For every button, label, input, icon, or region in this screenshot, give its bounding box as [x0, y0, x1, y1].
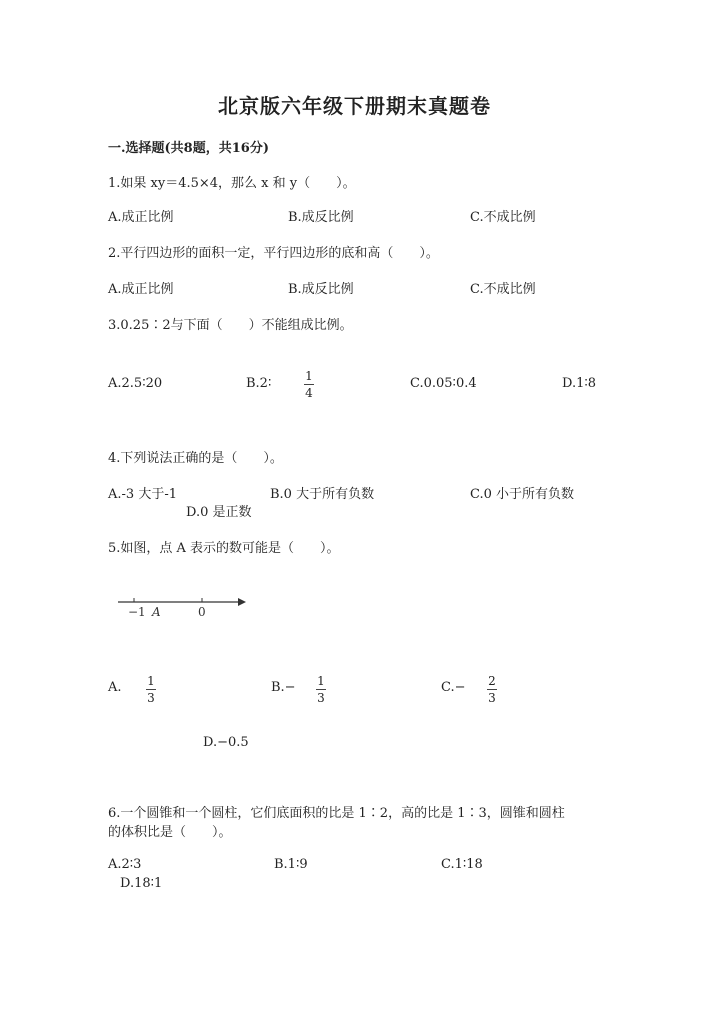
fraction-denominator: 3 — [147, 691, 155, 705]
question-4-option-b[interactable]: B.0 大于所有负数 — [270, 487, 375, 502]
question-6-option-b[interactable]: B.1∶9 — [274, 857, 308, 872]
question-1-option-b[interactable]: B.成反比例 — [288, 210, 354, 225]
number-line-arrowhead — [238, 598, 246, 606]
fraction-numerator: 1 — [317, 674, 325, 688]
question-5-option-a[interactable]: A. — [108, 680, 122, 695]
question-6-option-d[interactable]: D.18∶1 — [120, 876, 163, 891]
fraction-numerator: 2 — [488, 674, 496, 688]
question-5-option-d[interactable]: D.−0.5 — [203, 735, 249, 750]
question-3-option-d[interactable]: D.1∶8 — [562, 376, 597, 391]
fraction-numerator: 1 — [305, 369, 313, 383]
question-2-option-b[interactable]: B.成反比例 — [288, 282, 354, 297]
page-title: 北京版六年级下册期末真题卷 — [218, 94, 491, 118]
question-6-stem-line-2: 的体积比是（ ）。 — [108, 825, 232, 840]
question-5-option-b[interactable]: B.− — [271, 680, 296, 695]
question-3-option-a[interactable]: A.2.5∶20 — [108, 376, 163, 391]
question-4-option-d[interactable]: D.0 是正数 — [186, 505, 252, 520]
question-4-stem: 4.下列说法正确的是（ ）。 — [108, 451, 283, 466]
fraction-bar — [316, 689, 326, 690]
question-2-option-a[interactable]: A.成正比例 — [108, 282, 174, 297]
question-1-stem: 1.如果 xy＝4.5×4，那么 x 和 y（ ）。 — [108, 176, 356, 191]
question-1-option-c[interactable]: C.不成比例 — [470, 210, 536, 225]
question-1-option-a[interactable]: A.成正比例 — [108, 210, 174, 225]
fraction-bar — [146, 689, 156, 690]
question-3-stem: 3.0.25∶2与下面（ ）不能组成比例。 — [108, 318, 353, 333]
question-5-option-c-fraction — [487, 674, 497, 705]
question-5-option-c[interactable]: C.− — [441, 680, 466, 695]
question-4-option-c[interactable]: C.0 小于所有负数 — [470, 487, 575, 502]
question-3-option-c[interactable]: C.0.05∶0.4 — [410, 376, 477, 391]
section-heading: 一.选择题(共8题，共16分) — [108, 141, 269, 156]
question-5-stem: 5.如图，点 A 表示的数可能是（ ）。 — [108, 541, 340, 556]
question-4-option-a[interactable]: A.-3 大于-1 — [108, 487, 177, 502]
number-line-figure — [114, 592, 254, 622]
question-3-option-b[interactable]: B.2∶ — [246, 376, 272, 391]
fraction-denominator: 3 — [317, 691, 325, 705]
fraction-denominator: 4 — [305, 386, 313, 400]
question-5-option-a-fraction — [146, 674, 156, 705]
question-6-option-c[interactable]: C.1∶18 — [441, 857, 483, 872]
label-point-a: A — [152, 605, 161, 619]
question-6-stem-line-1: 6.一个圆锥和一个圆柱，它们底面积的比是 1∶2，高的比是 1∶3，圆锥和圆柱 — [108, 806, 565, 821]
fraction-bar — [487, 689, 497, 690]
question-2-stem: 2.平行四边形的面积一定，平行四边形的底和高（ ）。 — [108, 246, 439, 261]
fraction-denominator: 3 — [488, 691, 496, 705]
question-6-option-a[interactable]: A.2∶3 — [108, 857, 142, 872]
label-zero: 0 — [198, 605, 206, 619]
label-minus-one: −1 — [128, 605, 146, 619]
fraction-bar — [304, 384, 314, 385]
question-3-option-b-fraction — [304, 369, 314, 400]
question-5-option-b-fraction — [316, 674, 326, 705]
fraction-numerator: 1 — [147, 674, 155, 688]
question-2-option-c[interactable]: C.不成比例 — [470, 282, 536, 297]
